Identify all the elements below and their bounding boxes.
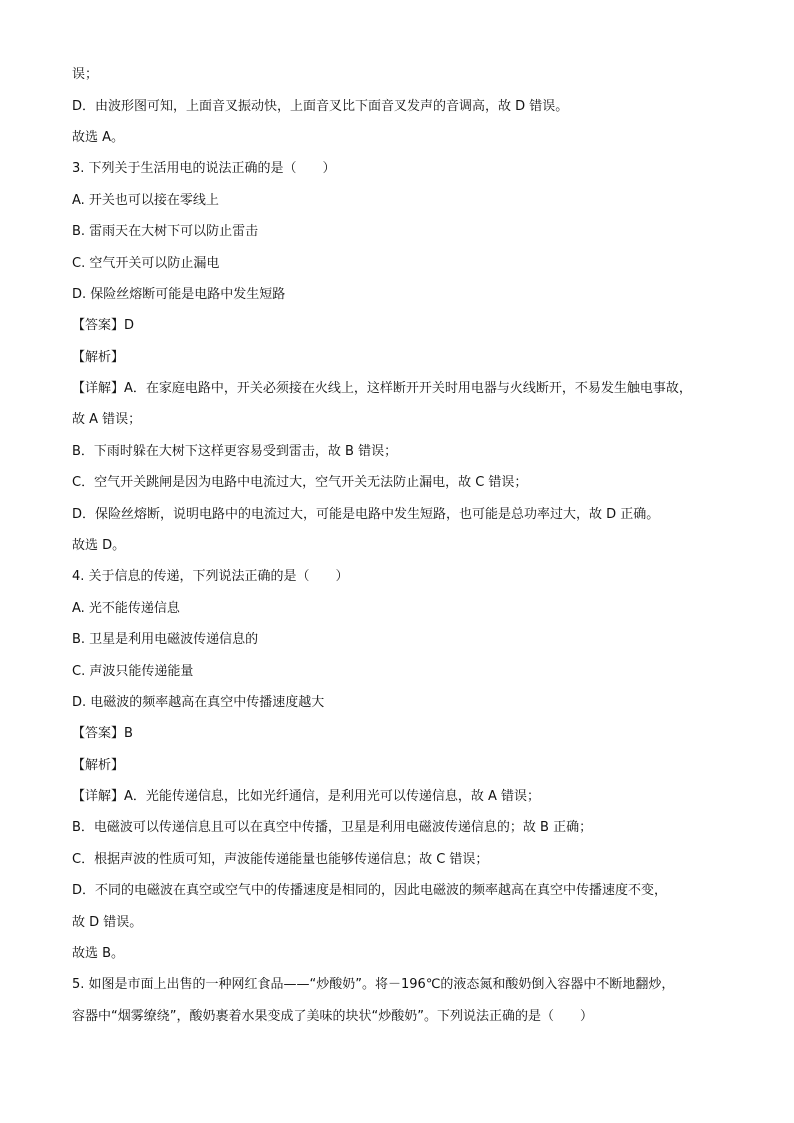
detail-line: D．不同的电磁波在真空或空气中的传播速度是相同的，因此电磁波的频率越高在真空中传播速度不变， xyxy=(72,883,668,898)
answer-label: 【答案】B xyxy=(72,726,133,741)
text-line: 故选 D。 xyxy=(72,538,126,553)
detail-line: 【详解】A．光能传递信息，比如光纤通信，是利用光可以传递信息，故 A 错误； xyxy=(72,789,541,804)
question-3: 3. 下列关于生活用电的说法正确的是（ ） xyxy=(72,161,336,176)
detail-line: B．下雨时躲在大树下这样更容易受到雷击，故 B 错误； xyxy=(72,444,398,459)
analysis-label: 【解析】 xyxy=(72,350,125,365)
detail-line: 【详解】A．在家庭电路中，开关必须接在火线上，这样断开开关时用电器与火线断开，不易发生触电事故， xyxy=(72,381,692,396)
detail-line: B．电磁波可以传递信息且可以在真空中传播，卫星是利用电磁波传递信息的；故 B 正确； xyxy=(72,820,593,835)
option-a: A. 开关也可以接在零线上 xyxy=(72,193,219,208)
question-5: 5. 如图是市面上出售的一种网红食品——“炒酸奶”。将－196℃的液态氮和酸奶倒入容器中不断地翻炒， xyxy=(72,977,675,992)
detail-line: C．根据声波的性质可知，声波能传递能量也能够传递信息；故 C 错误； xyxy=(72,852,489,867)
text-line: 容器中“烟雾缭绕”，酸奶裹着水果变成了美味的块状“炒酸奶”。下列说法正确的是（ ） xyxy=(72,1009,593,1024)
text-line: 误； xyxy=(72,67,99,82)
detail-line: D．保险丝熔断，说明电路中的电流过大，可能是电路中发生短路，也可能是总功率过大，故 D 正确。 xyxy=(72,507,660,522)
option-b: B. 雷雨天在大树下可以防止雷击 xyxy=(72,224,259,239)
detail-line: 故 A 错误； xyxy=(72,412,142,427)
analysis-label: 【解析】 xyxy=(72,758,125,773)
detail-line: C．空气开关跳闸是因为电路中电流过大，空气开关无法防止漏电，故 C 错误； xyxy=(72,475,528,490)
text-line: 故选 A。 xyxy=(72,130,125,145)
option-d: D. 保险丝熔断可能是电路中发生短路 xyxy=(72,287,286,302)
option-d: D. 电磁波的频率越高在真空中传播速度越大 xyxy=(72,695,325,710)
text-line: D．由波形图可知，上面音叉振动快，上面音叉比下面音叉发声的音调高，故 D 错误。 xyxy=(72,99,569,114)
option-b: B. 卫星是利用电磁波传递信息的 xyxy=(72,632,259,647)
option-c: C. 空气开关可以防止漏电 xyxy=(72,256,220,271)
option-a: A. 光不能传递信息 xyxy=(72,601,180,616)
answer-label: 【答案】D xyxy=(72,318,135,333)
option-c: C. 声波只能传递能量 xyxy=(72,664,194,679)
detail-line: 故 D 错误。 xyxy=(72,915,143,930)
question-4: 4. 关于信息的传递，下列说法正确的是（ ） xyxy=(72,569,349,584)
text-line: 故选 B。 xyxy=(72,946,125,961)
